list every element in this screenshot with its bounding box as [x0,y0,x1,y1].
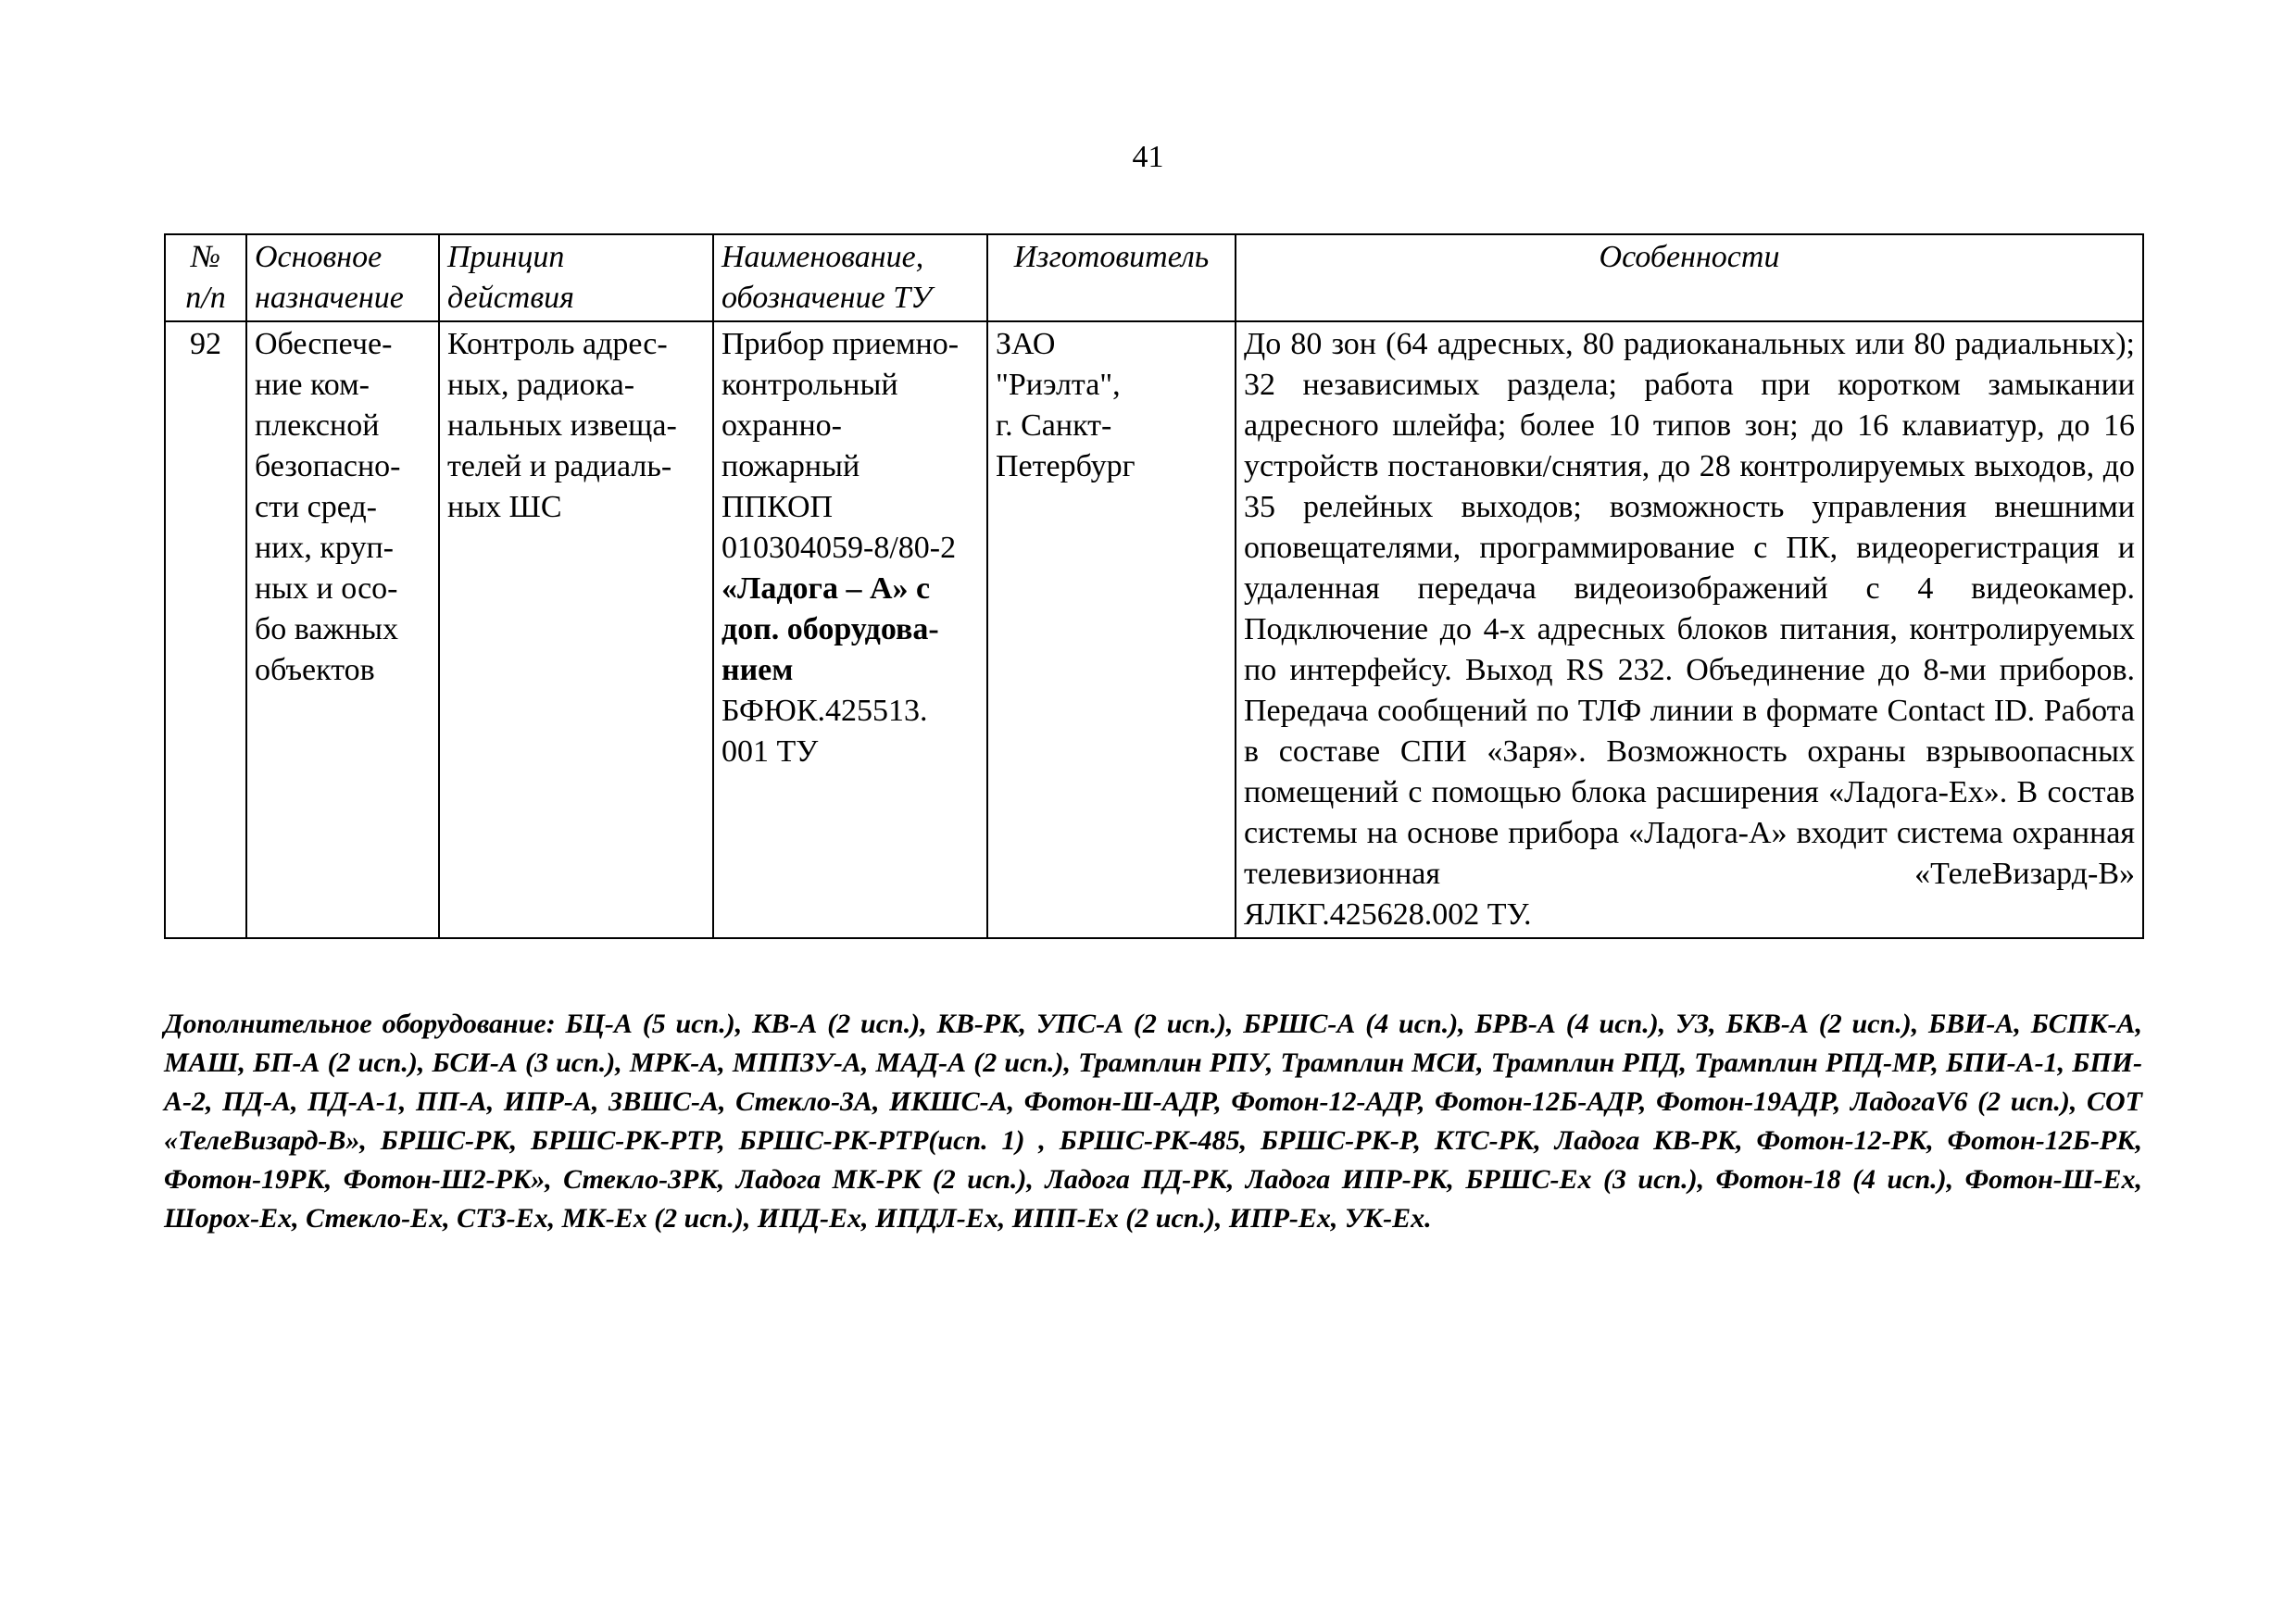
cell-line: плексной [255,408,380,443]
cell-line: «Ладога – А» с [721,571,931,606]
cell-line: Прибор приемно- [721,327,960,361]
cell-line: ных и осо- [255,571,398,606]
header-name: Наименование, обозначение ТУ [713,234,987,321]
cell-line: ЗАО [996,327,1056,361]
header-manufacturer: Изготовитель [987,234,1236,321]
cell-num: 92 [165,321,246,938]
cell-line: нальных извеща- [447,408,677,443]
cell-line: Контроль адрес- [447,327,668,361]
cell-features [1236,321,2143,938]
cell-line: телей и радиаль- [447,449,672,483]
cell-line: сти сред- [255,490,377,524]
features-text-last: ЯЛКГ.425628.002 ТУ. [1244,897,1532,932]
cell-purpose [246,321,439,938]
cell-line: 001 ТУ [721,734,819,769]
cell-line: "Риэлта", [996,368,1121,402]
table-header-row [165,234,2143,321]
cell-line: 010304059-8/80-2 [721,531,957,565]
cell-line: ние ком- [255,368,370,402]
cell-line: Обеспече- [255,327,393,361]
cell-line: ных, радиока- [447,368,635,402]
cell-line: г. Санкт- [996,408,1112,443]
cell-line: доп. оборудова- [721,612,939,646]
cell-line: ных ШС [447,490,562,524]
cell-name [713,321,987,938]
cell-line: ППКОП [721,490,834,524]
cell-line: Петербург [996,449,1135,483]
features-text: До 80 зон (64 адресных, 80 радиоканальных или 80 радиальных); 32 независимых раздела; работа при коротком замыкании адресного шлейфа; более 10 типов зон; до 16 клавиатур, до 16 устройств постановки/снятия, до 28 контролируемых выходов, до 35 релейных выходов; возможность управления внешними оповещателями, программирование с ПК, видеорегистрация и удаленная передача видеоизображений с 4 видеокамер. Подключение до 4-х адресных блоков питания, контролируемых по интерфейсу. Выход RS 232. Объединение до 8-ми приборов. Передача сообщений по ТЛФ линии в формате Contact ID. Работа в составе СПИ «Заря». Возможность охраны взрывоопасных помещений с помощью блока расширения «Ладога-Ех». В состав системы на основе прибора «Ладога-А» входит система охранная телевизионная «ТелеВизард-В» [1244,327,2135,891]
cell-line: нием [721,653,794,687]
cell-line: объектов [255,653,375,687]
equipment-table [164,233,2144,939]
header-num: № п/п [165,234,246,321]
header-purpose: Основное назначение [246,234,439,321]
cell-principle [439,321,713,938]
cell-line: бо важных [255,612,399,646]
cell-line: пожарный [721,449,860,483]
cell-line: безопасно- [255,449,401,483]
cell-line: БФЮК.425513. [721,694,928,728]
page-number: 41 [1132,140,1164,174]
table-row [165,321,2143,938]
header-principle: Принцип действия [439,234,713,321]
additional-equipment: Дополнительное оборудование: БЦ-А (5 исп.), КВ-А (2 исп.), КВ-РК, УПС-А (2 исп.), БРШС-А (4 исп.), БРВ-А (4 исп.), УЗ, БКВ-А (2 исп.), БВИ-А, БСПК-А, МАШ, БП-А (2 исп.), БСИ-А (3 исп.), МРК-А, МППЗУ-А, МАД-А (2 исп.), Трамплин РПУ, Трамплин МСИ, Трамплин РПД, Трамплин РПД-МР, БПИ-А-1, БПИ-А-2, ПД-А, ПД-А-1, ПП-А, ИПР-А, ЗВШС-А, Стекло-3А, ИКШС-А, Фотон-Ш-АДР, Фотон-12-АДР, Фотон-12Б-АДР, Фотон-19АДР, ЛадогаV6 (2 исп.), СОТ «ТелеВизард-В», БРШС-РК, БРШС-РК-РТР, БРШС-РК-РТР(исп. 1) , БРШС-РК-485, БРШС-РК-Р, КТС-РК, Ладога КВ-РК, Фотон-12-РК, Фотон-12Б-РК, Фотон-19РК, Фотон-Ш2-РК», Стекло-3РК, Ладога МК-РК (2 исп.), Ладога ПД-РК, Ладога ИПР-РК, БРШС-Ех (3 исп.), Фотон-18 (4 исп.), Фотон-Ш-Ех, Шорох-Ех, Стекло-Ех, СТЗ-Ех, МК-Ех (2 исп.), ИПД-Ех, ИПДЛ-Ех, ИПП-Ех (2 исп.), ИПР-Ех, УК-Ех. [164,1009,2142,1234]
cell-line: них, круп- [255,531,394,565]
cell-line: охранно- [721,408,842,443]
cell-manufacturer [987,321,1236,938]
header-features: Особенности [1236,234,2143,321]
cell-line: контрольный [721,368,898,402]
